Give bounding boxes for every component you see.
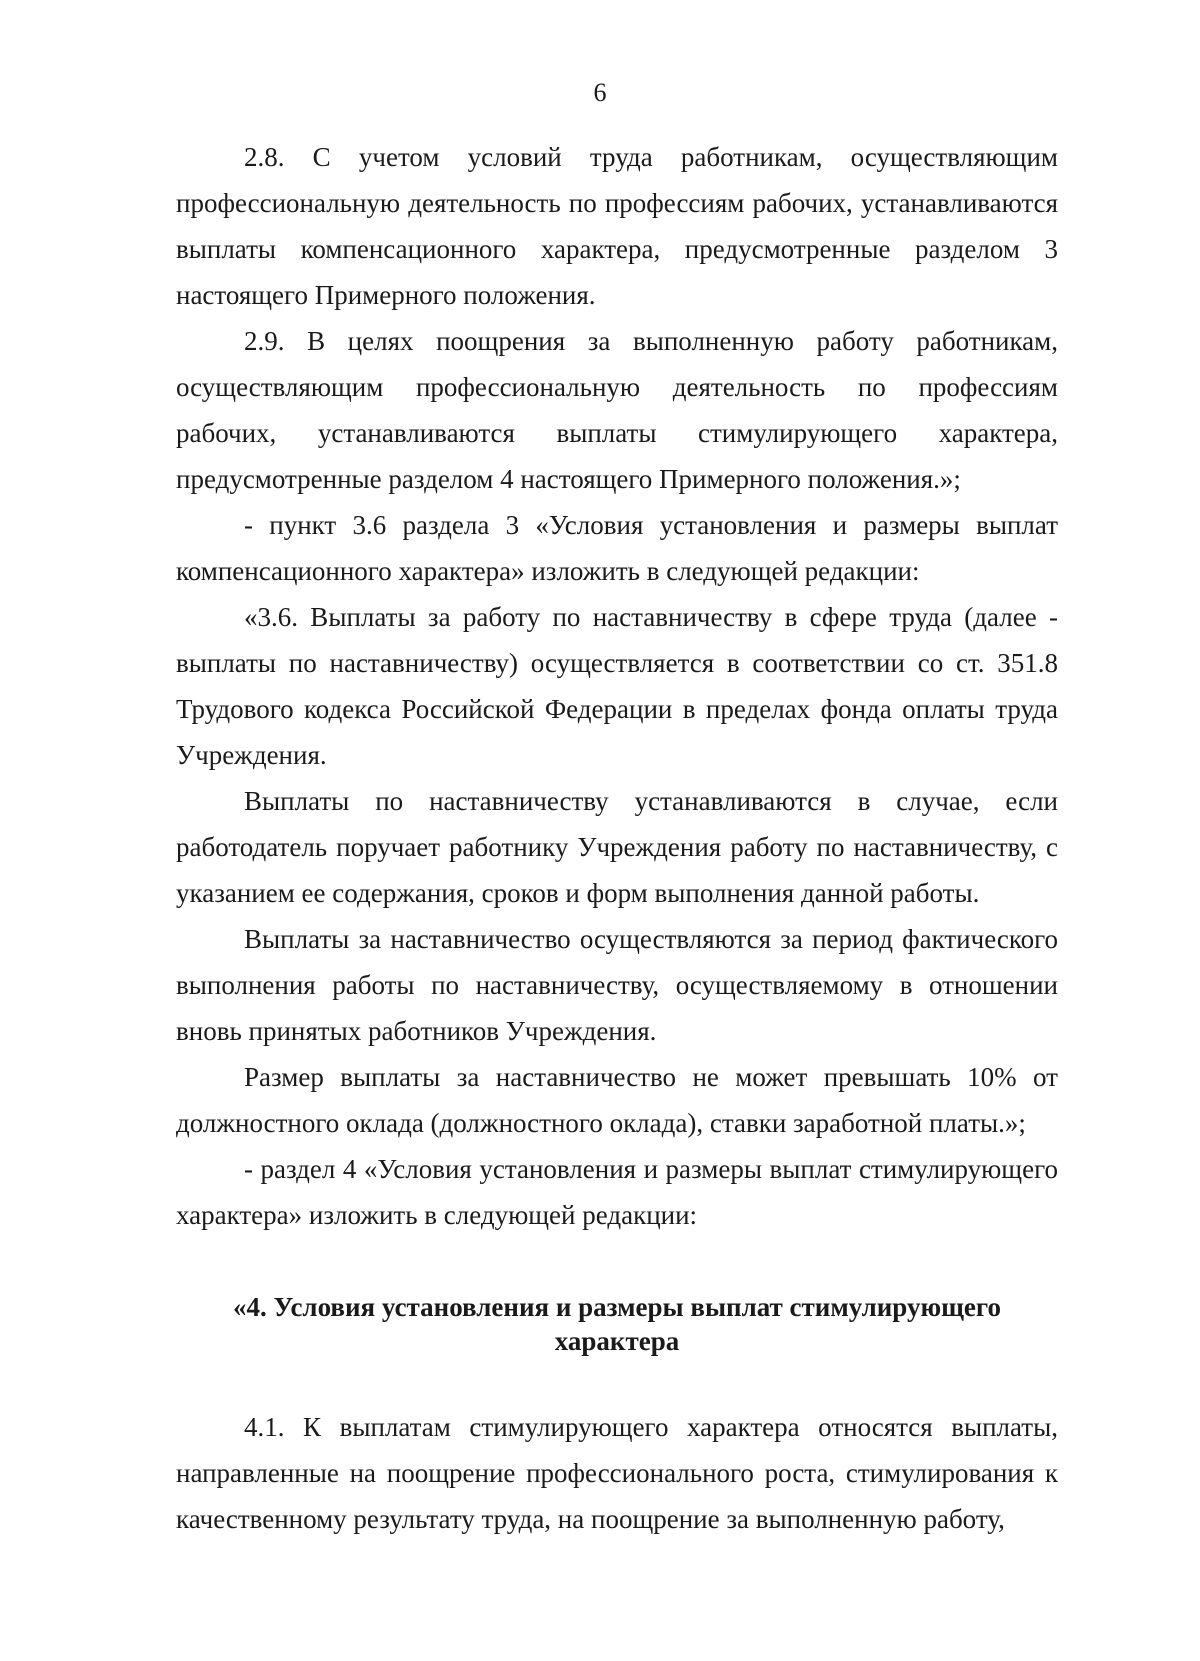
section-heading: «4. Условия установления и размеры выплат стимулирующего характера bbox=[233, 1292, 1001, 1356]
paragraph-4-1: 4.1. К выплатам стимулирующего характера относятся выплаты, направленные на поощрение профессионального роста, стимулирования к качественному результату труда, на поощрение за выполненную работу, bbox=[176, 1412, 1058, 1534]
paragraph-mentoring-conditions: Выплаты по наставничеству устанавливаются в случае, если работодатель поручает работнику Учреждения работу по наставничеству, с указанием ее содержания, сроков и форм выполнения данной работы. bbox=[176, 786, 1058, 908]
paragraph-2-9: 2.9. В целях поощрения за выполненную работу работникам, осуществляющим профессиональную деятельность по профессиям рабочих, устанавливаются выплаты стимулирующего характера, предусмотренные разделом 4 настоящего Примерного положения.»; bbox=[176, 326, 1058, 494]
page-number: 6 bbox=[593, 78, 607, 107]
paragraph-amend-3-6: - пункт 3.6 раздела 3 «Условия установления и размеры выплат компенсационного характера» изложить в следующей редакции: bbox=[176, 510, 1058, 586]
paragraph-3-6: «3.6. Выплаты за работу по наставничеству в сфере труда (далее - выплаты по наставничеству) осуществляется в соответствии со ст. 351.8 Трудового кодекса Российской Федерации в пределах фонда оплаты труда Учреждения. bbox=[176, 602, 1058, 770]
document-body bbox=[176, 134, 1058, 1542]
paragraph-mentoring-period: Выплаты за наставничество осуществляются за период фактического выполнения работы по наставничеству, осуществляемому в отношении вновь принятых работников Учреждения. bbox=[176, 924, 1058, 1046]
paragraph-mentoring-size: Размер выплаты за наставничество не может превышать 10% от должностного оклада (должностного оклада), ставки заработной платы.»; bbox=[176, 1062, 1058, 1138]
paragraph-amend-section-4: - раздел 4 «Условия установления и размеры выплат стимулирующего характера» изложить в следующей редакции: bbox=[176, 1154, 1058, 1230]
paragraph-2-8: 2.8. С учетом условий труда работникам, осуществляющим профессиональную деятельность по профессиям рабочих, устанавливаются выплаты компенсационного характера, предусмотренные разделом 3 настоящего Примерного положения. bbox=[176, 142, 1058, 310]
